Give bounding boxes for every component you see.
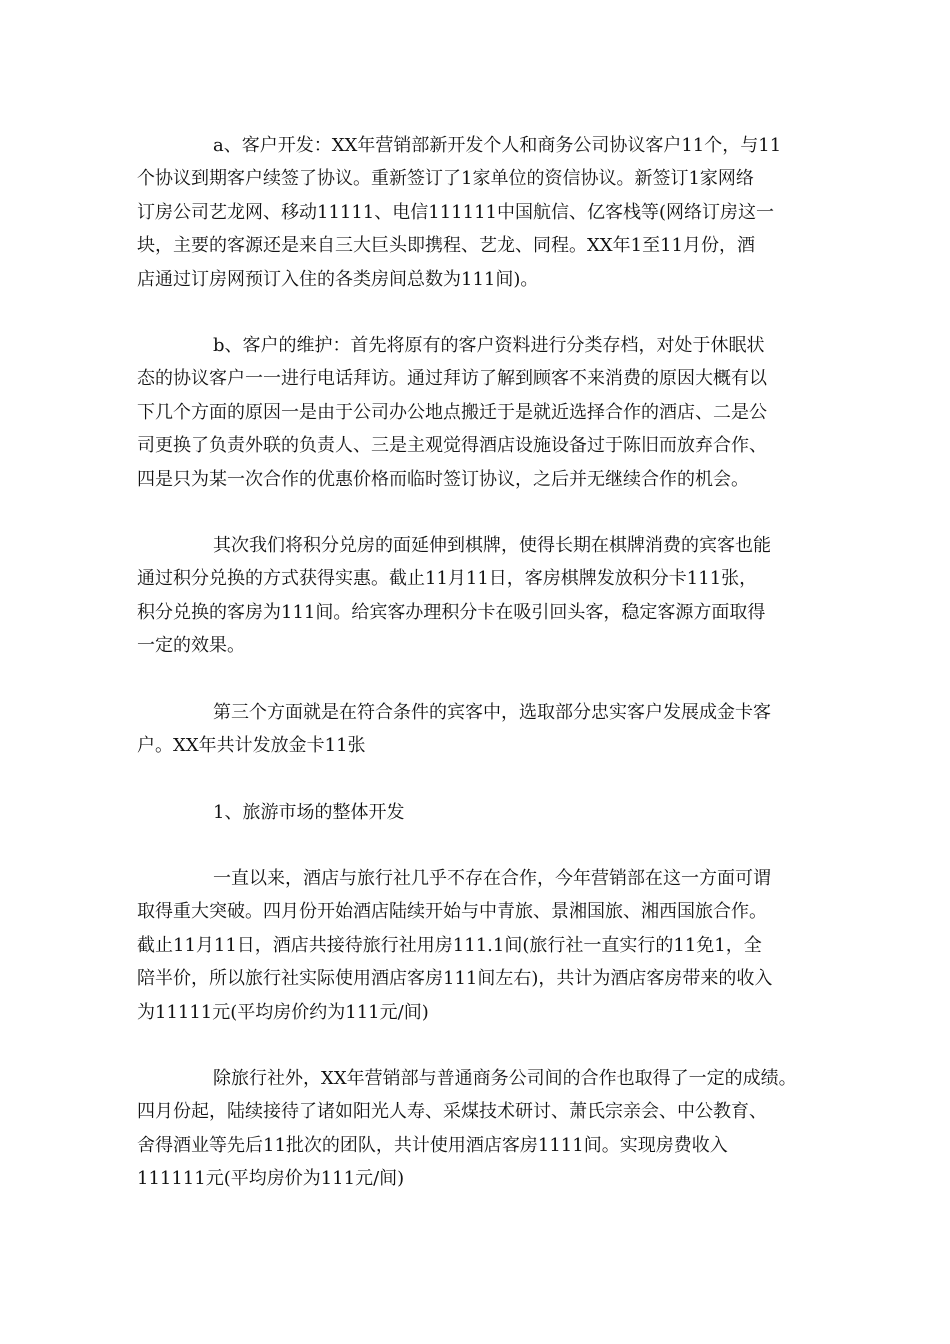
text-line: 取得重大突破。四月份开始酒店陆续开始与中青旅、景湘国旅、湘西国旅合作。	[137, 901, 767, 923]
text-line: 陪半价，所以旅行社实际使用酒店客房111间左右)，共计为酒店客房带来的收入	[137, 968, 773, 990]
paragraph-gold-card	[137, 696, 837, 763]
text-line: 户。XX年共计发放金卡11张	[137, 735, 366, 757]
text-line: 店通过订房网预订入住的各类房间总数为111间)。	[137, 268, 539, 290]
text-line: 舍得酒业等先后11批次的团队，共计使用酒店客房1111间。实现房费收入	[137, 1134, 728, 1156]
paragraph-spacer	[137, 829, 837, 862]
text-line: 积分兑换的客房为111间。给宾客办理积分卡在吸引回头客，稳定客源方面取得	[137, 601, 766, 623]
text-line: 111111元(平均房价为111元/间)	[137, 1168, 405, 1190]
text-line: 通过积分兑换的方式获得实惠。截止11月11日，客房棋牌发放积分卡111张，	[137, 568, 758, 590]
text-line: 态的协议客户一一进行电话拜访。通过拜访了解到顾客不来消费的原因大概有以	[137, 368, 767, 390]
text-line: 其次我们将积分兑房的面延伸到棋牌，使得长期在棋牌消费的宾客也能	[213, 535, 771, 557]
section-heading-tourism-market	[137, 796, 837, 829]
paragraph-spacer	[137, 663, 837, 696]
text-line: 下几个方面的原因一是由于公司办公地点搬迁于是就近选择合作的酒店、二是公	[137, 401, 767, 423]
text-line: 块，主要的客源还是来自三大巨头即携程、艺龙、同程。XX年1至11月份，酒	[137, 235, 755, 257]
paragraph-spacer	[137, 296, 837, 329]
text-line: 司更换了负责外联的负责人、三是主观觉得酒店设施设备过于陈旧而放弃合作、	[137, 435, 767, 457]
paragraph-customer-maintenance	[137, 329, 837, 496]
text-line: a、客户开发：XX年营销部新开发个人和商务公司协议客户11个，与11	[213, 135, 782, 156]
paragraph-spacer	[137, 763, 837, 796]
paragraph-spacer	[137, 1029, 837, 1062]
paragraph-points-exchange	[137, 529, 837, 663]
text-line: 一定的效果。	[137, 635, 245, 657]
text-line: 1、旅游市场的整体开发	[213, 801, 405, 823]
text-line: 一直以来，酒店与旅行社几乎不存在合作，今年营销部在这一方面可谓	[213, 867, 771, 889]
paragraph-business-companies	[137, 1062, 837, 1196]
document-body	[137, 129, 837, 1196]
text-line: 为11111元(平均房价约为111元/间)	[137, 1001, 429, 1023]
text-line: 第三个方面就是在符合条件的宾客中，选取部分忠实客户发展成金卡客	[213, 701, 771, 723]
text-line: 四月份起，陆续接待了诸如阳光人寿、采煤技术研讨、萧氏宗亲会、中公教育、	[137, 1101, 767, 1123]
paragraph-travel-agency	[137, 862, 837, 1029]
text-line: 截止11月11日，酒店共接待旅行社用房111.1间(旅行社一直实行的11免1，全	[137, 934, 762, 956]
text-line: 除旅行社外，XX年营销部与普通商务公司间的合作也取得了一定的成绩。	[213, 1067, 797, 1089]
text-line: 个协议到期客户续签了协议。重新签订了1家单位的资信协议。新签订1家网络	[137, 168, 754, 190]
text-line: b、客户的维护：首先将原有的客户资料进行分类存档，对处于休眠状	[213, 335, 765, 357]
text-line: 订房公司艺龙网、移动11111、电信111111中国航信、亿客栈等(网络订房这一	[137, 201, 774, 223]
text-line: 四是只为某一次合作的优惠价格而临时签订协议，之后并无继续合作的机会。	[137, 468, 749, 490]
paragraph-customer-development	[137, 129, 837, 296]
paragraph-spacer	[137, 496, 837, 529]
